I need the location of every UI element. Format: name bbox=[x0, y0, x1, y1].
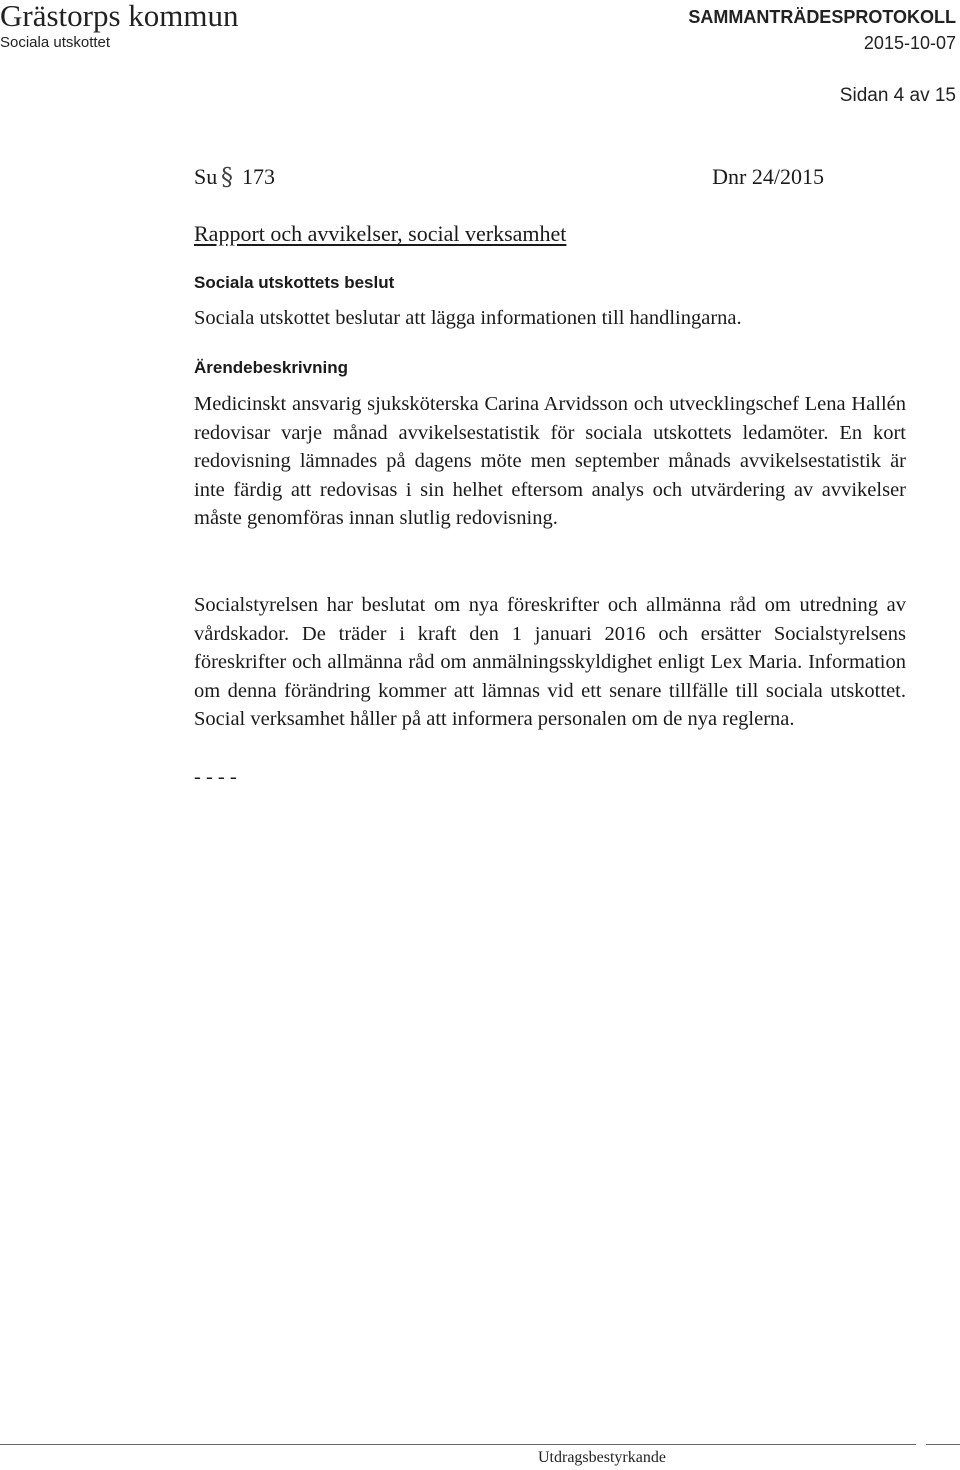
end-marker: - - - - bbox=[194, 766, 237, 788]
footer-label: Utdragsbestyrkande bbox=[538, 1449, 666, 1466]
meeting-date: 2015-10-07 bbox=[863, 33, 956, 53]
paragraph-number: 173 bbox=[242, 164, 275, 189]
footer-rule-right bbox=[926, 1444, 960, 1445]
municipality-name: Grästorps kommun bbox=[0, 0, 239, 33]
document-type: SAMMANTRÄDESPROTOKOLL bbox=[688, 7, 956, 27]
description-paragraph-1: Medicinskt ansvarig sjuksköterska Carina Arvidsson och utvecklingschef Lena Hallén redovisar varje månad avvikelsestatistik för sociala utskottets ledamöter. En kort redovisning lämnades på dagens möte men september månads avvikelsestatistik är inte färdig att redovisas i sin helhet eftersom analys och utvärdering av avvikelser måste genomföras innan slutlig redovisning. bbox=[194, 393, 906, 530]
item-title: Rapport och avvikelser, social verksamhet bbox=[194, 221, 567, 246]
decision-text: Sociala utskottet beslutar att lägga informationen till handlingarna. bbox=[194, 307, 742, 329]
footer-rule bbox=[0, 1444, 916, 1445]
page-number: Sidan 4 av 15 bbox=[839, 85, 956, 106]
paragraph-prefix: Su bbox=[194, 164, 218, 189]
decision-heading: Sociala utskottets beslut bbox=[194, 273, 395, 292]
description-paragraph-2: Socialstyrelsen har beslutat om nya föreskrifter och allmänna råd om utredning av vårdskador. De träder i kraft den 1 januari 2016 och ersätter Socialstyrelsens föreskrifter och allmänna råd om anmälningsskyldighet enligt Lex Maria. Information om denna förändring kommer att lämnas vid ett senare tillfälle till sociala utskottet. Social verksamhet håller på att informera personalen om de nya reglerna. bbox=[194, 594, 906, 731]
paragraph-line bbox=[194, 162, 824, 192]
committee-name: Sociala utskottet bbox=[0, 34, 111, 51]
description-heading: Ärendebeskrivning bbox=[194, 358, 348, 377]
section-sign-icon: § bbox=[221, 163, 233, 191]
diary-number: Dnr 24/2015 bbox=[712, 164, 824, 189]
